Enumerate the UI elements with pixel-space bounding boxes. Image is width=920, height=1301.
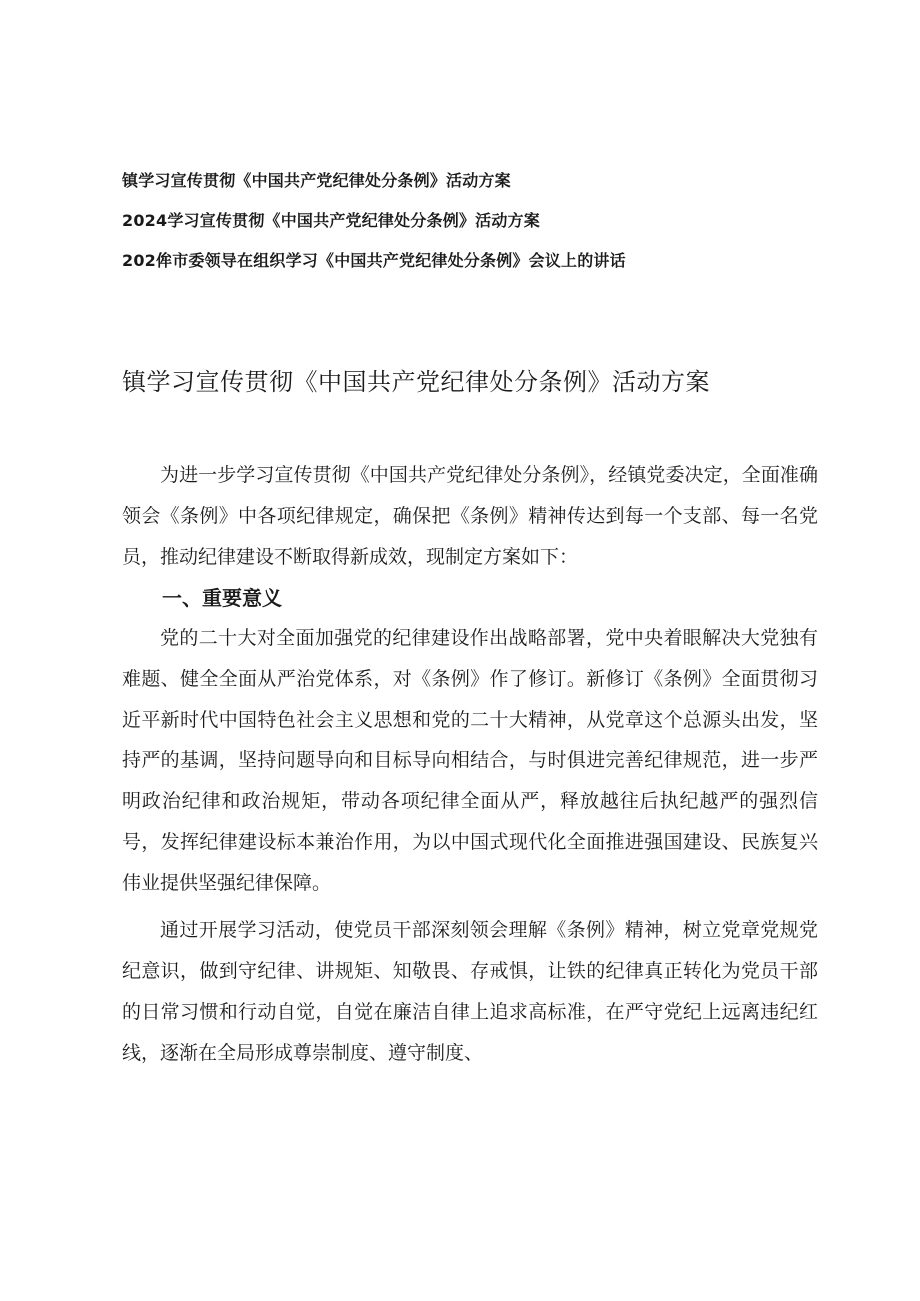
document-body [122, 455, 818, 1074]
document-title: 镇学习宣传贯彻《中国共产党纪律处分条例》活动方案 [122, 368, 710, 396]
section-heading-1: 一、重要意义 [162, 585, 282, 610]
toc-item-2[interactable]: 2024学习宣传贯彻《中国共产党纪律处分条例》活动方案 [122, 211, 540, 230]
section-1-paragraph-2: 通过开展学习活动，使党员干部深刻领会理解《条例》精神，树立党章党规党纪意识，做到守纪律、讲规矩、知敬畏、存戒惧，让铁的纪律真正转化为党员干部的日常习惯和行动自觉，自觉在廉洁自律上追求高标准，在严守党纪上远离违纪红线，逐渐在全局形成尊崇制度、遵守制度、 [122, 919, 818, 1064]
toc-item-1[interactable]: 镇学习宣传贯彻《中国共产党纪律处分条例》活动方案 [122, 171, 511, 190]
table-of-contents [122, 170, 822, 290]
toc-item-3[interactable]: 202侔市委领导在组织学习《中国共产党纪律处分条例》会议上的讲话 [122, 251, 626, 270]
section-1-paragraph-1: 党的二十大对全面加强党的纪律建设作出战略部署，党中央着眼解决大党独有难题、健全全面从严治党体系，对《条例》作了修订。新修订《条例》全面贯彻习近平新时代中国特色社会主义思想和党的二十大精神，从党章这个总源头出发，坚持严的基调，坚持问题导向和目标导向相结合，与时俱进完善纪律规范，进一步严明政治纪律和政治规矩，带动各项纪律全面从严，释放越往后执纪越严的强烈信号，发挥纪律建设标本兼治作用，为以中国式现代化全面推进强国建设、民族复兴伟业提供坚强纪律保障。 [122, 626, 818, 895]
intro-paragraph: 为进一步学习宣传贯彻《中国共产党纪律处分条例》，经镇党委决定，全面准确领会《条例》中各项纪律规定，确保把《条例》精神传达到每一个支部、每一名党员，推动纪律建设不断取得新成效，现制定方案如下： [122, 464, 818, 568]
